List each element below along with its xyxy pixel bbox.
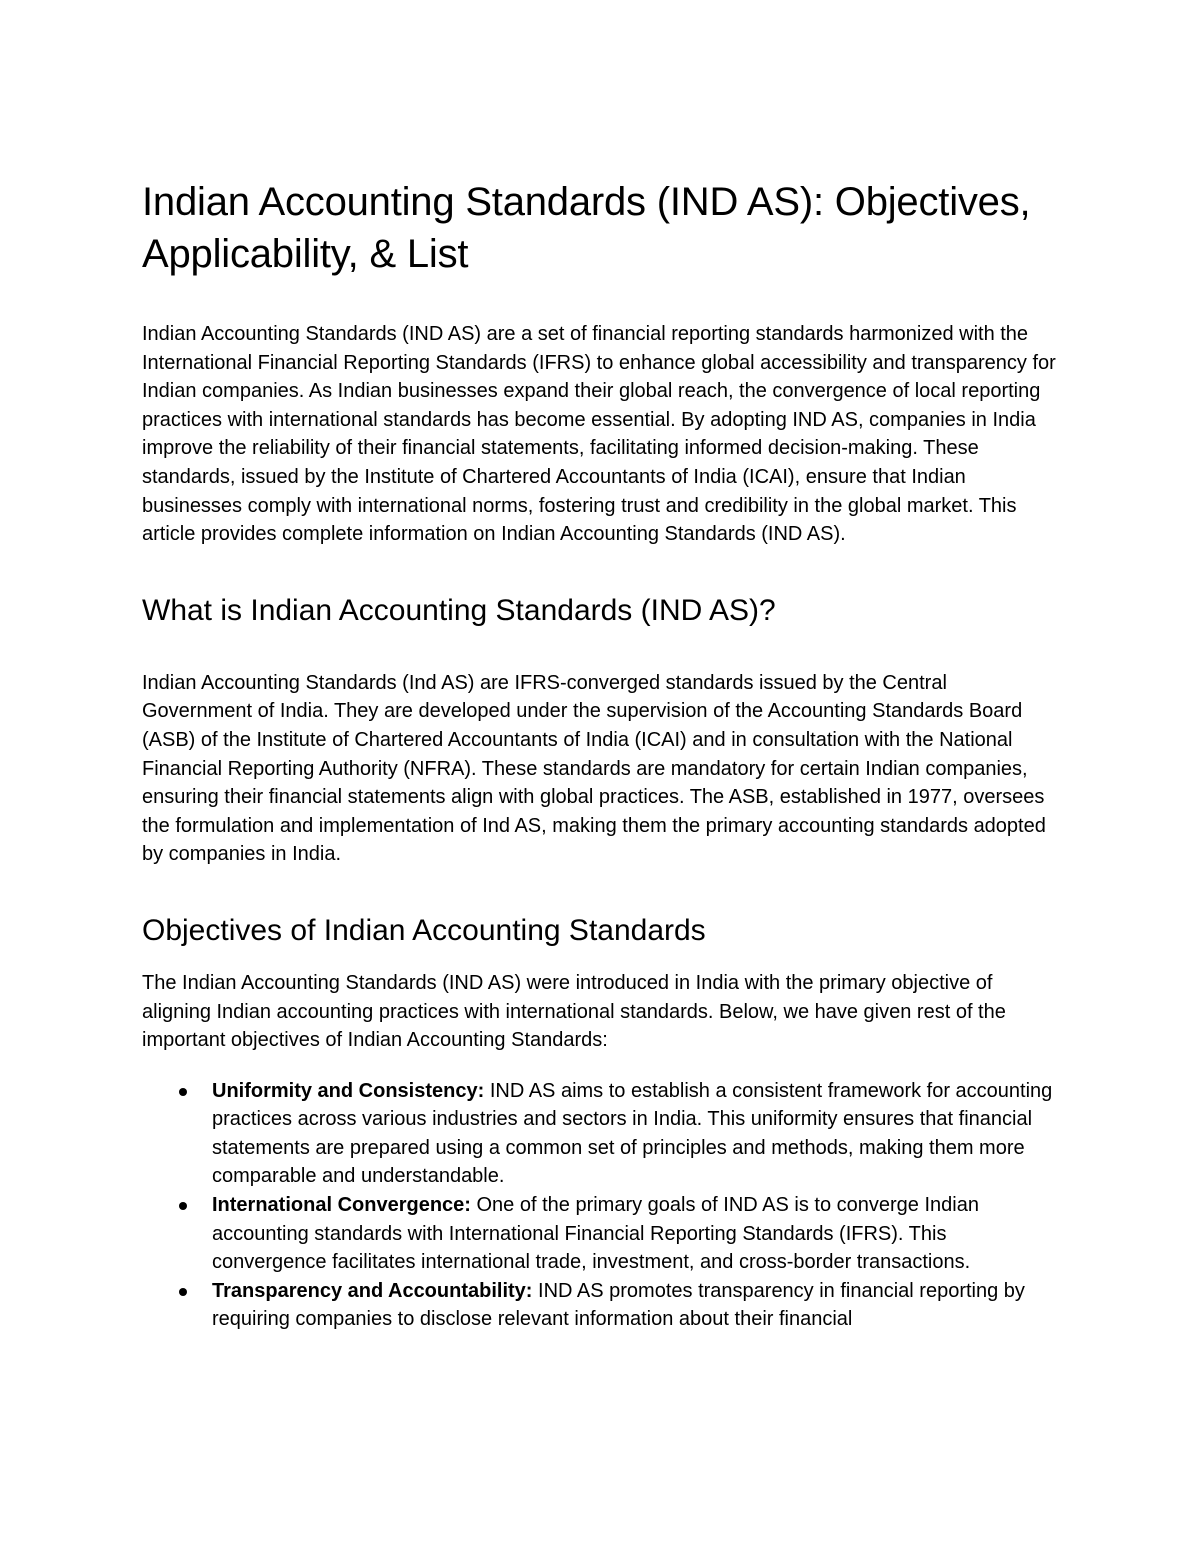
intro-paragraph: Indian Accounting Standards (IND AS) are a set of financial reporting standards harmonized with the International Financial Reporting Standards (IFRS) to enhance global accessibility and transparency for Indian companies. As Indian businesses expand their global reach, the convergence of local reporting practices with international standards has become essential. By adopting IND AS, companies in India improve the reliability of their financial statements, facilitating informed decision-making. These standards, issued by the Institute of Chartered Accountants of India (ICAI), ensure that Indian businesses comply with international norms, fostering trust and credibility in the global market. This article provides complete information on Indian Accounting Standards (IND AS). (142, 323, 1056, 546)
document-page (142, 176, 1062, 1334)
list-item-term: International Convergence: (212, 1194, 471, 1217)
list-item (142, 1077, 1062, 1191)
list-item (142, 1191, 1062, 1277)
list-item (142, 1277, 1062, 1334)
objectives-paragraph: The Indian Accounting Standards (IND AS) were introduced in India with the primary objective of aligning Indian accounting practices with international standards. Below, we have given rest of the important objectives of Indian Accounting Standards: (142, 971, 1006, 1052)
list-item-term: Uniformity and Consistency: (212, 1079, 485, 1102)
bullet-icon (179, 1202, 187, 1210)
page-title: Indian Accounting Standards (IND AS): Objectives, Applicability, & List (142, 180, 1031, 276)
bullet-icon (179, 1088, 187, 1096)
list-item-text: IND AS promotes transparency in financial reporting by requiring companies to disclose relevant information about their financial (212, 1279, 1025, 1331)
list-item-term: Transparency and Accountability: (212, 1279, 533, 1302)
objectives-list (142, 1077, 1062, 1334)
what-is-paragraph: Indian Accounting Standards (Ind AS) are IFRS-converged standards issued by the Central Government of India. They are developed under the supervision of the Accounting Standards Board (ASB) of the Institute of Chartered Accountants of India (ICAI) and in consultation with the National Financial Reporting Authority (NFRA). These standards are mandatory for certain Indian companies, ensuring their financial statements align with global practices. The ASB, established in 1977, oversees the formulation and implementation of Ind AS, making them the primary accounting standards adopted by companies in India. (142, 671, 1046, 866)
list-item-text: IND AS aims to establish a consistent framework for accounting practices across various industries and sectors in India. This uniformity ensures that financial statements are prepared using a common set of principles and methods, making them more comparable and understandable. (212, 1079, 1053, 1188)
bullet-icon (179, 1288, 187, 1296)
section-heading-what-is: What is Indian Accounting Standards (IND AS)? (142, 593, 776, 627)
list-item-text: One of the primary goals of IND AS is to converge Indian accounting standards with International Financial Reporting Standards (IFRS). This convergence facilitates international trade, investment, and cross-border transactions. (212, 1194, 979, 1274)
section-heading-objectives: Objectives of Indian Accounting Standards (142, 913, 706, 947)
